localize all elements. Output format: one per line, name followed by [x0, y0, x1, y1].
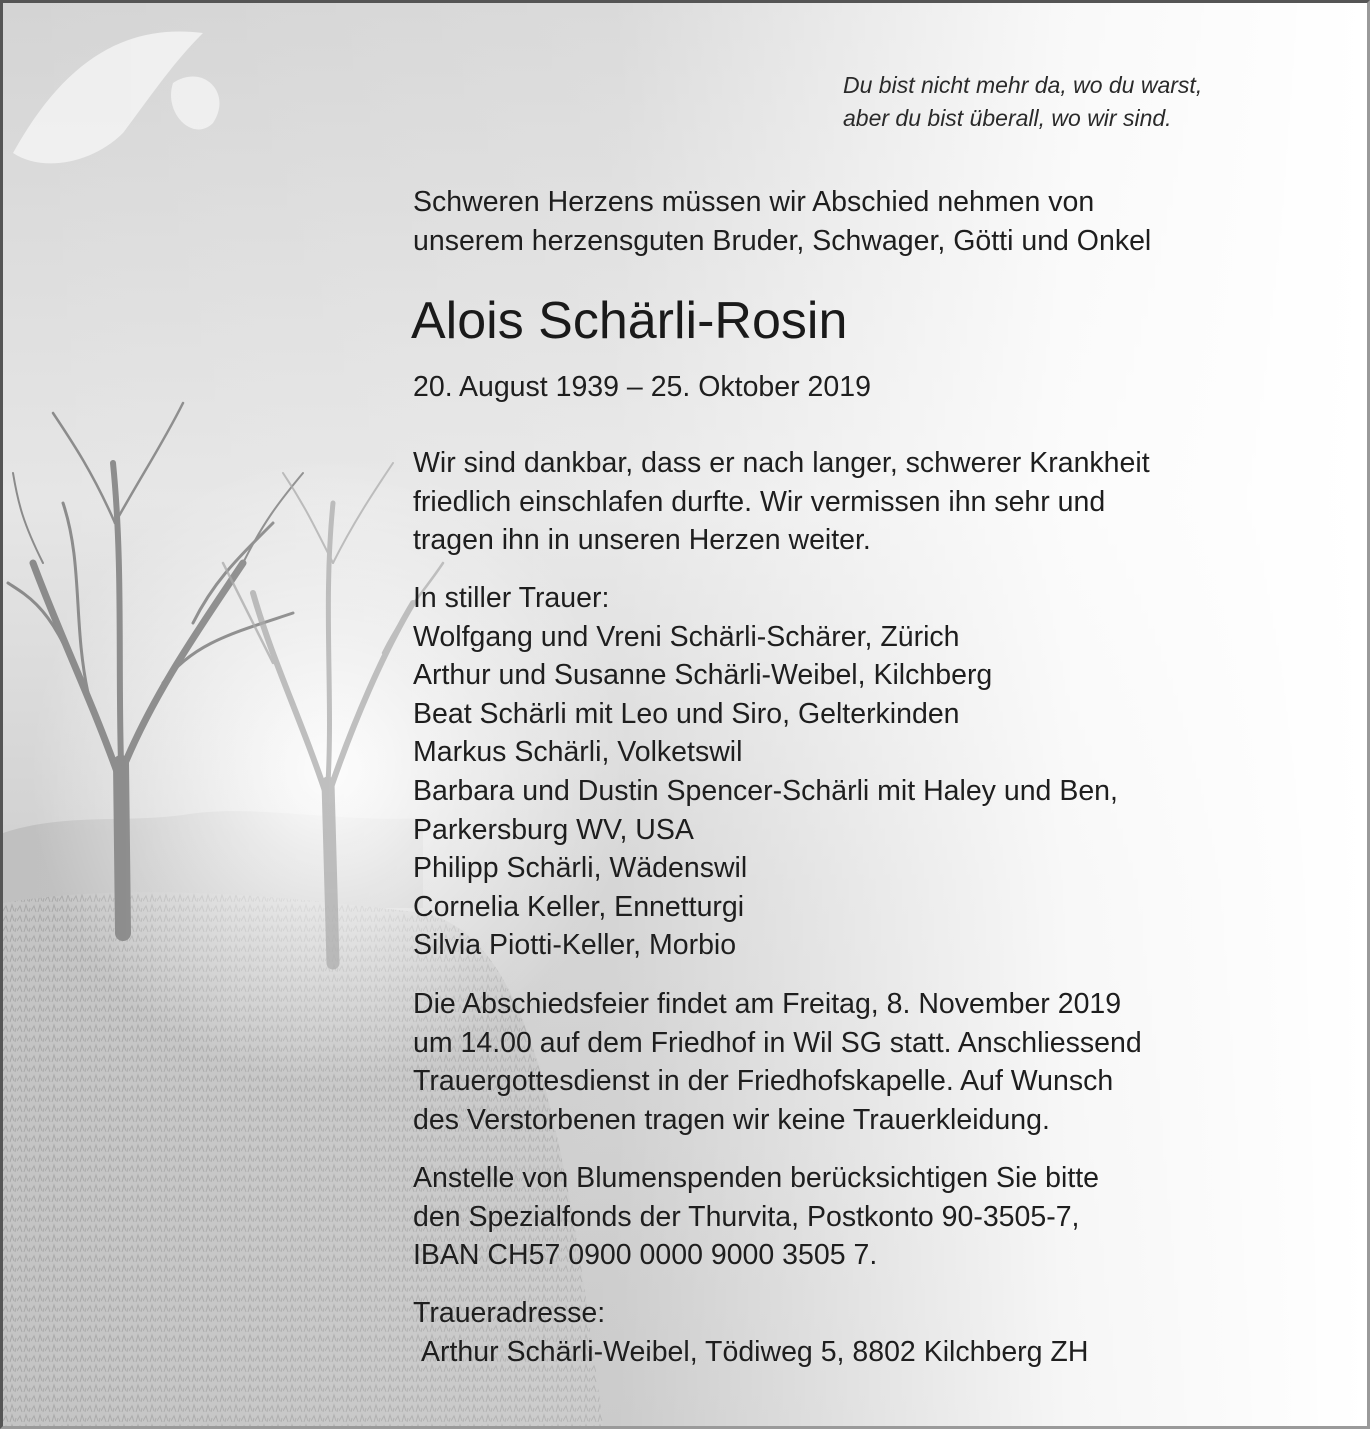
mourner-line: Wolfgang und Vreni Schärli-Schärer, Zürich: [413, 620, 960, 653]
address-heading: Traueradresse:: [413, 1297, 606, 1329]
mourner-line: Markus Schärli, Volketswil: [413, 736, 743, 769]
ceremony-paragraph: [413, 985, 1142, 1139]
address-line: Arthur Schärli-Weibel, Tödiweg 5, 8802 Kilchberg ZH: [421, 1335, 1089, 1368]
mourner-line: Cornelia Keller, Ennetturgi: [413, 890, 745, 923]
intro-line: unserem herzensguten Bruder, Schwager, Götti und Onkel: [413, 224, 1152, 257]
donation-line: Anstelle von Blumenspenden berücksichtigen Sie bitte: [413, 1162, 1100, 1194]
thanks-line: tragen ihn in unseren Herzen weiter.: [413, 524, 871, 557]
notice-text: [3, 3, 1367, 1426]
ceremony-line: um 14.00 auf dem Friedhof in Wil SG statt. Anschliessend: [413, 1026, 1142, 1059]
motto-quote: [843, 69, 1202, 135]
mourner-line: Parkersburg WV, USA: [413, 813, 694, 846]
thanks-line: friedlich einschlafen durfte. Wir vermissen ihn sehr und: [413, 485, 1106, 518]
motto-line: Du bist nicht mehr da, wo du warst,: [843, 72, 1203, 98]
mourners-heading: In stiller Trauer:: [413, 582, 610, 614]
ceremony-line: des Verstorbenen tragen wir keine Trauerkleidung.: [413, 1103, 1050, 1136]
donation-paragraph: [413, 1159, 1099, 1275]
life-dates: 20. August 1939 – 25. Oktober 2019: [413, 371, 871, 403]
mourner-line: Barbara und Dustin Spencer-Schärli mit Haley und Ben,: [413, 774, 1118, 807]
thanks-line: Wir sind dankbar, dass er nach langer, schwerer Krankheit: [413, 447, 1150, 479]
donation-line: IBAN CH57 0900 0000 9000 3505 7.: [413, 1239, 878, 1272]
mourner-line: Arthur und Susanne Schärli-Weibel, Kilchberg: [413, 659, 993, 692]
mourning-address: [413, 1294, 1088, 1371]
ceremony-line: Trauergottesdienst in der Friedhofskapelle. Auf Wunsch: [413, 1065, 1114, 1098]
mourners-list: [413, 579, 1118, 965]
mourner-line: Philipp Schärli, Wädenswil: [413, 852, 748, 885]
deceased-name: Alois Schärli-Rosin: [411, 292, 848, 350]
donation-line: den Spezialfonds der Thurvita, Postkonto 90-3505-7,: [413, 1200, 1080, 1233]
mourner-line: Silvia Piotti-Keller, Morbio: [413, 929, 737, 962]
mourner-line: Beat Schärli mit Leo und Siro, Gelterkinden: [413, 697, 960, 730]
intro-paragraph: [413, 183, 1151, 260]
intro-line: Schweren Herzens müssen wir Abschied nehmen von: [413, 186, 1095, 218]
motto-line: aber du bist überall, wo wir sind.: [843, 105, 1172, 131]
ceremony-line: Die Abschiedsfeier findet am Freitag, 8. November 2019: [413, 988, 1122, 1020]
thanks-paragraph: [413, 444, 1150, 560]
